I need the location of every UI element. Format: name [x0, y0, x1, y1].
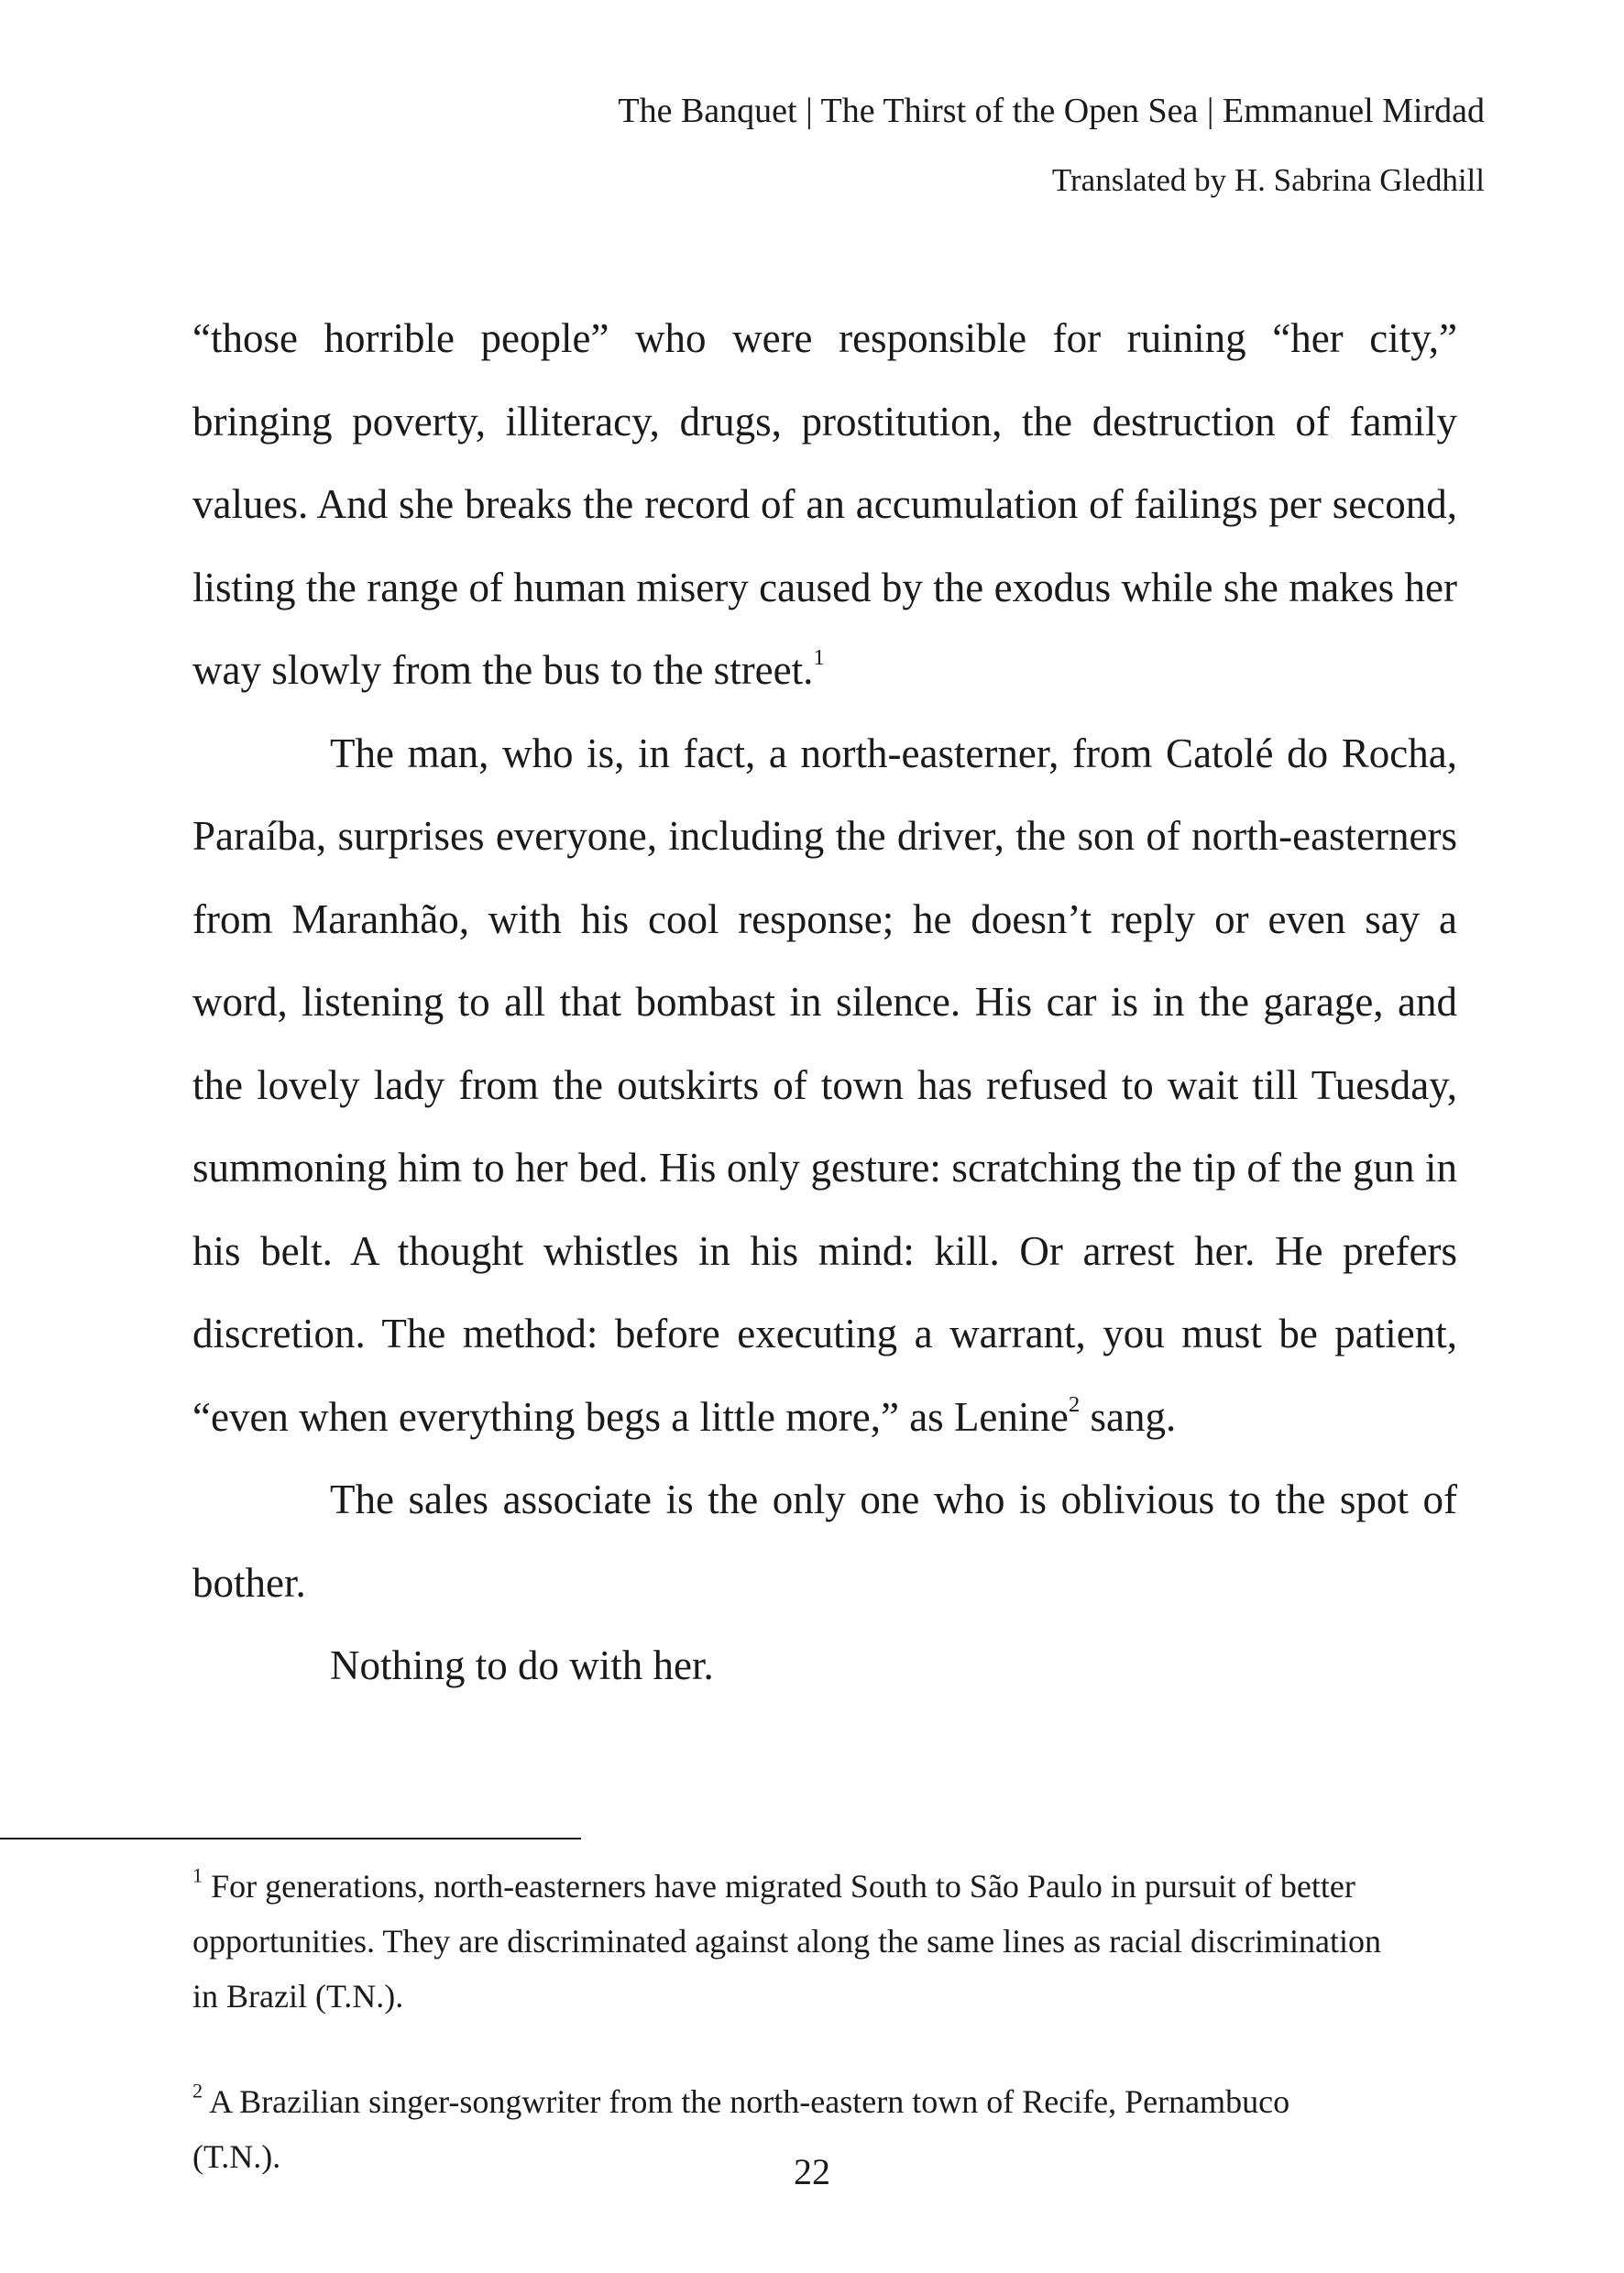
paragraph-1: [192, 297, 1457, 712]
paragraph-3: The sales associate is the only one who is oblivious to the spot of bother.: [192, 1477, 1457, 1606]
footnote-2-text: A Brazilian singer-songwriter from the north-eastern town of Recife, Pernambuco (T.N.).: [192, 2083, 1290, 2175]
running-head-translator: Translated by H. Sabrina Gledhill: [1051, 162, 1485, 198]
footnote-1-text: For generations, north-easterners have migrated South to São Paulo in pursuit of better opportunities. They are discriminated against along the same lines as racial discrimination in Brazil (T.N.).: [192, 1868, 1381, 2015]
body-text: [192, 297, 1457, 1707]
footnote-1-marker: 1: [192, 1863, 203, 1887]
paragraph-4: Nothing to do with her.: [330, 1642, 714, 1688]
footnote-ref-1: 1: [813, 644, 825, 670]
running-head-title: The Banquet | The Thirst of the Open Sea | Emmanuel Mirdad: [618, 92, 1485, 130]
paragraph-2: [192, 712, 1457, 1459]
paragraph-1-text: “those horrible people” who were responsible for ruining “her city,” bringing poverty, illiteracy, drugs, prostitution, the destruction of family values. And she breaks the record of an accumulation of failings per second, listing the range of human misery caused by the exodus while she makes her way slowly from the bus to the street.: [192, 315, 1457, 693]
footnote-1: [192, 1859, 1384, 2024]
page-number: 22: [794, 2151, 830, 2192]
paragraph-2-end: sang.: [1080, 1393, 1177, 1440]
footnote-2-marker: 2: [192, 2079, 203, 2103]
paragraph-2-text: The man, who is, in fact, a north-easterner, from Catolé do Rocha, Paraíba, surprises everyone, including the driver, the son of north-easterners from Maranhão, with his cool response; he doesn’t reply or even say a word, listening to all that bombast in silence. His car is in the garage, and the lovely lady from the outskirts of town has refused to wait till Tuesday, summoning him to her bed. His only gesture: scratching the tip of the gun in his belt. A thought whistles in his mind: kill. Or arrest her. He prefers discretion. The method: before executing a warrant, you must be patient, “even when everything begs a little more,” as Lenine: [192, 730, 1457, 1440]
footnote-ref-2: 2: [1068, 1391, 1081, 1417]
footnote-divider: [0, 1838, 581, 1839]
